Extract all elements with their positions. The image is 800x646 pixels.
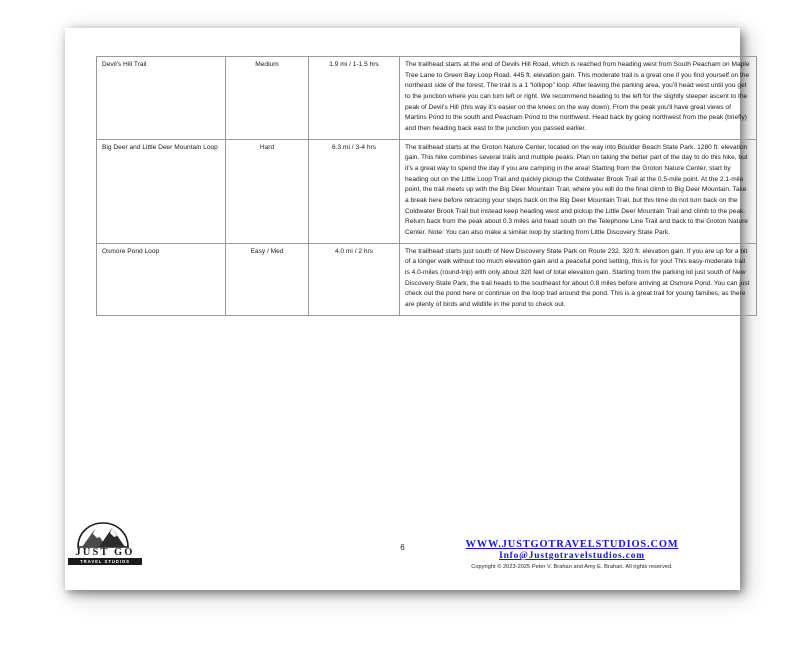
trail-name-cell: Devil's Hill Trail	[97, 57, 226, 140]
document-page	[65, 28, 750, 590]
trail-description-cell: The trailhead starts at the end of Devils Hill Road, which is reached from heading west from South Peacham on Maple Tree Lane to Green Bay Loop Road. 445 ft. elevation gain. This moderate trail is a great one if you find yourself on the northeast side of the forest. The trail is a 1 “lollipop” loop. After leaving the parking area, you’ll head west until you get to the junction where you can turn left or right. We recommend heading to the left for the slightly steeper ascent to the peak of Devil’s Hill (this way it’s easier on the knees on the way down). From the peak you’ll have great views of Martins Pond to the south and Peacham Pond to the northwest. Head back by going northwest from the peak (briefly) and then heading back east to the junction you passed earlier.	[400, 57, 757, 140]
table-row	[97, 139, 757, 243]
page-top-gutter	[0, 0, 800, 28]
trail-difficulty-cell: Easy / Med	[226, 243, 309, 315]
table-row	[97, 243, 757, 315]
website-link[interactable]: WWW.JUSTGOTRAVELSTUDIOS.COM	[465, 539, 679, 551]
trail-distance-cell: 6.3 mi / 3-4 hrs	[309, 139, 400, 243]
page-number: 6	[400, 543, 405, 552]
trail-name-cell: Osmore Pond Loop	[97, 243, 226, 315]
trail-difficulty-cell: Medium	[226, 57, 309, 140]
table-row	[97, 57, 757, 140]
trail-difficulty-cell: Hard	[226, 139, 309, 243]
trail-description-cell: The trailhead starts just south of New Discovery State Park on Route 232. 320 ft. elevation gain. If you are up for a bit of a longer walk without too much elevation gain and a peaceful pond setting, this is for you! This easy-moderate trail is 4.0-miles (round-trip) with only about 320 feet of total elevation gain. Starting from the parking lot just south of New Discovery State Park, the trail heads to the southeast for about 0.8 miles before arriving at Osmore Pond. You can just check out the pond here or continue on the loop trail around the pond. This is a great trail for young families, as there are plenty of birds and wildlife in the pond to check out.	[400, 243, 757, 315]
copyright-notice: Copyright © 2023-2025 Peter V. Brahan and Amy E. Brahan. All rights reserved.	[471, 564, 673, 570]
logo-wordmark: JUST GO	[75, 547, 135, 558]
trail-distance-cell: 1.9 mi / 1-1.5 hrs	[309, 57, 400, 140]
page-footer	[65, 516, 740, 576]
logo-tagline: TRAVEL STUDIOS	[68, 558, 142, 565]
trail-table-body	[97, 57, 757, 316]
footer-contact-block	[412, 538, 732, 570]
trail-name-cell: Big Deer and Little Deer Mountain Loop	[97, 139, 226, 243]
trail-table	[96, 56, 757, 316]
trail-distance-cell: 4.0 mi / 2 hrs	[309, 243, 400, 315]
trail-description-cell: The trailhead starts at the Groton Nature Center, located on the way into Boulder Beach State Park. 1280 ft. elevation gain. This hike combines several trails and multiple peaks. Plan on taking the better part of the day to do this hike, but it’s a great way to spend the day if you are camping in the area! Starting from the Groton Nature Center, start by heading out on the Little Loop Trail and quickly pickup the Coldwater Brook Trail at the 0.5-mile point. At the 2.1-mile point, the trail meets up with the Big Deer Mountain Trail, where you will do the final climb to Big Deer Mountain. Take a break here before retracing your steps back on the Big Deer Mountain Trail, but this time do not turn back on the Coldwater Brook Trail but instead keep heading west and pickup the Little Deer Mountain Trail and climb to the peak. Return back from the peak about 0.3 miles and head south on the Telephone Line Trail and back to the Groton Nature Center. Note: You can also make a similar loop by starting from Little Discovery State Park.	[400, 139, 757, 243]
email-link[interactable]: Info@Justgotravelstudios.com	[499, 551, 645, 562]
